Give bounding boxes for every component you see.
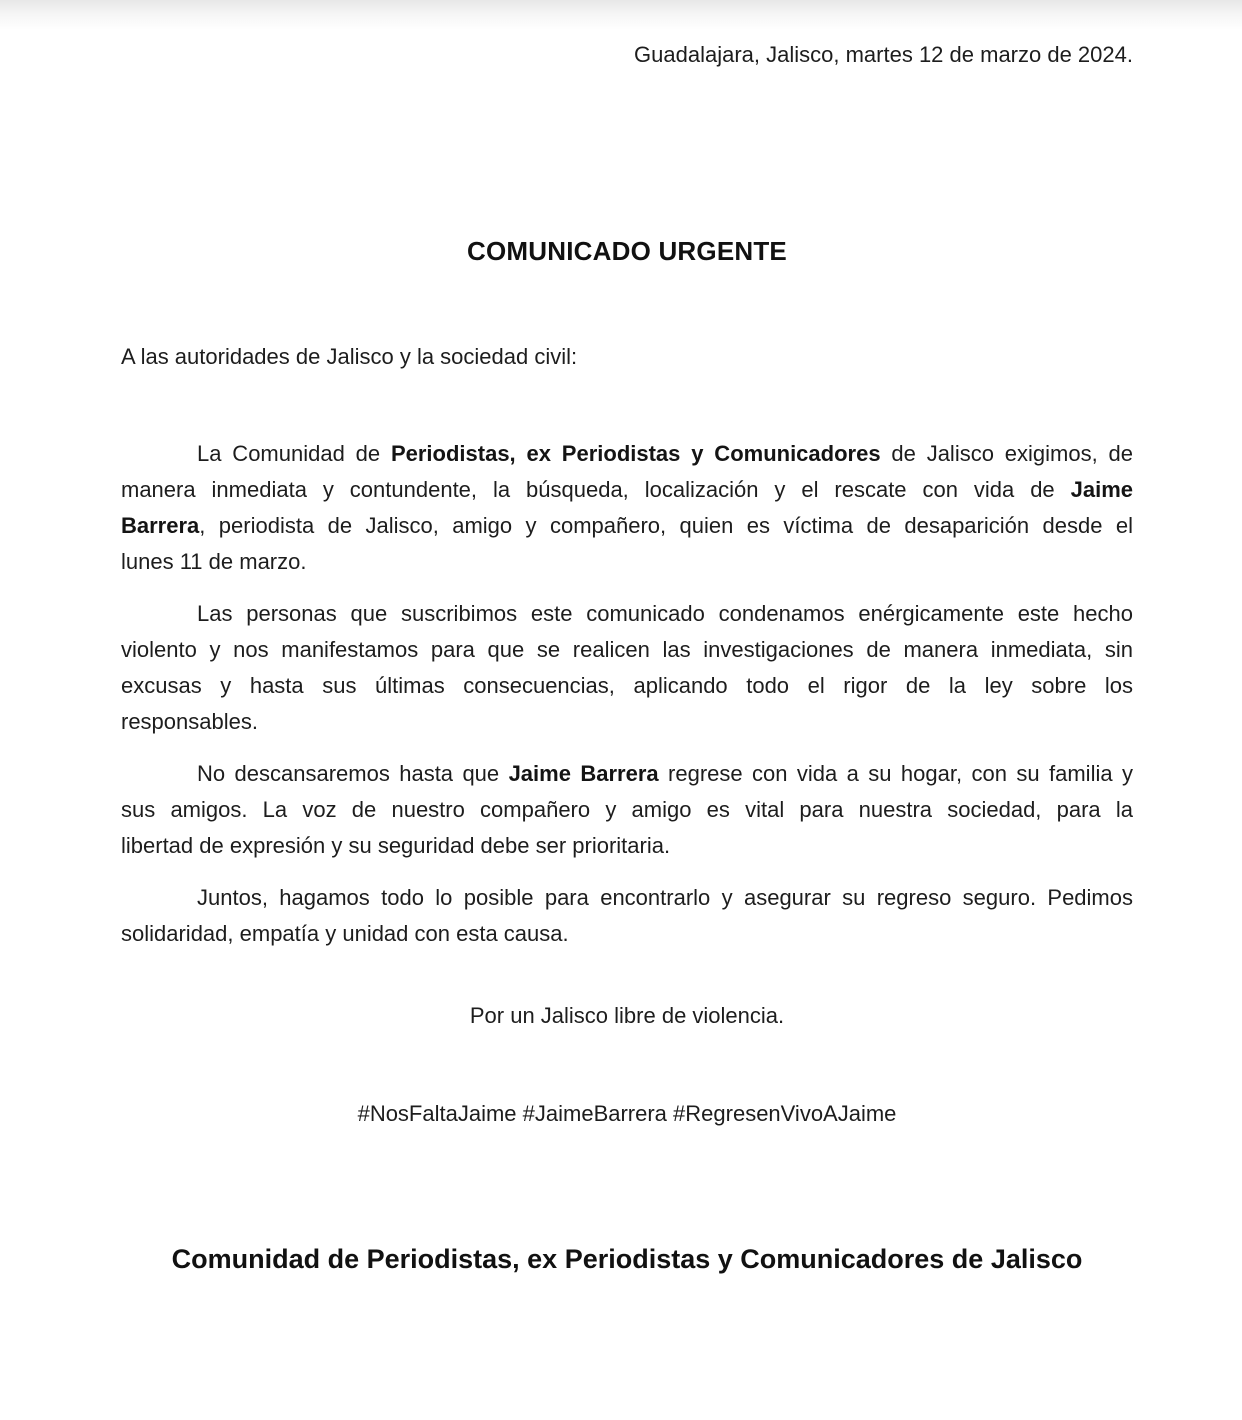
paragraph-line xyxy=(121,436,1133,472)
text-segment: , periodista de Jalisco, amigo y compañero, quien es víctima de desaparición desde el xyxy=(199,513,1133,538)
paragraph-line xyxy=(121,880,1133,916)
text-segment: responsables. xyxy=(121,709,258,734)
text-segment: Las personas que suscribimos este comunicado condenamos enérgicamente este hecho xyxy=(197,601,1133,626)
closing-line: Por un Jalisco libre de violencia. xyxy=(469,1003,785,1028)
page-title: COMUNICADO URGENTE xyxy=(467,236,787,266)
paragraph xyxy=(121,880,1133,952)
paragraph xyxy=(121,756,1133,864)
text-segment: No descansaremos hasta que xyxy=(197,761,509,786)
paragraph xyxy=(121,436,1133,580)
paragraph-line xyxy=(121,668,1133,704)
paragraph-line xyxy=(121,704,1133,740)
text-segment: libertad de expresión y su seguridad debe ser prioritaria. xyxy=(121,833,671,858)
paragraph-line xyxy=(121,508,1133,544)
paragraph-line xyxy=(121,756,1133,792)
paragraph-line xyxy=(121,472,1133,508)
bold-text-segment: Jaime Barrera xyxy=(508,761,659,786)
text-segment: de Jalisco exigimos, de xyxy=(880,441,1133,466)
paragraph-line xyxy=(121,632,1133,668)
text-segment: La Comunidad de xyxy=(197,441,391,466)
paragraph-line xyxy=(121,916,1133,952)
paragraph-line xyxy=(121,596,1133,632)
text-segment: violento y nos manifestamos para que se realicen las investigaciones de manera inmediata, sin xyxy=(121,637,1133,662)
hashtags-line: #NosFaltaJaime #JaimeBarrera #RegresenVivoAJaime xyxy=(357,1101,897,1126)
paragraph-line xyxy=(121,544,1133,580)
text-segment: manera inmediata y contundente, la búsqueda, localización y el rescate con vida de xyxy=(121,477,1071,502)
bold-text-segment: Jaime xyxy=(1070,477,1133,502)
bold-text-segment: Barrera xyxy=(121,513,200,538)
text-segment: regrese con vida a su hogar, con su familia y xyxy=(658,761,1133,786)
paragraph-line xyxy=(121,828,1133,864)
text-segment: lunes 11 de marzo. xyxy=(121,549,307,574)
paragraph-line xyxy=(121,792,1133,828)
text-segment: sus amigos. La voz de nuestro compañero y amigo es vital para nuestra sociedad, para la xyxy=(121,797,1133,822)
text-segment: Juntos, hagamos todo lo posible para encontrarlo y asegurar su regreso seguro. Pedimos xyxy=(197,885,1133,910)
dateline: Guadalajara, Jalisco, martes 12 de marzo de 2024. xyxy=(634,42,1133,67)
salutation: A las autoridades de Jalisco y la sociedad civil: xyxy=(121,344,578,369)
paragraph xyxy=(121,596,1133,740)
signature-line: Comunidad de Periodistas, ex Periodistas y Comunicadores de Jalisco xyxy=(171,1244,1083,1274)
body-paragraphs xyxy=(121,436,1133,952)
text-segment: solidaridad, empatía y unidad con esta causa. xyxy=(121,921,569,946)
text-segment: excusas y hasta sus últimas consecuencias, aplicando todo el rigor de la ley sobre los xyxy=(121,673,1133,698)
bold-text-segment: Periodistas, ex Periodistas y Comunicadores xyxy=(390,441,881,466)
